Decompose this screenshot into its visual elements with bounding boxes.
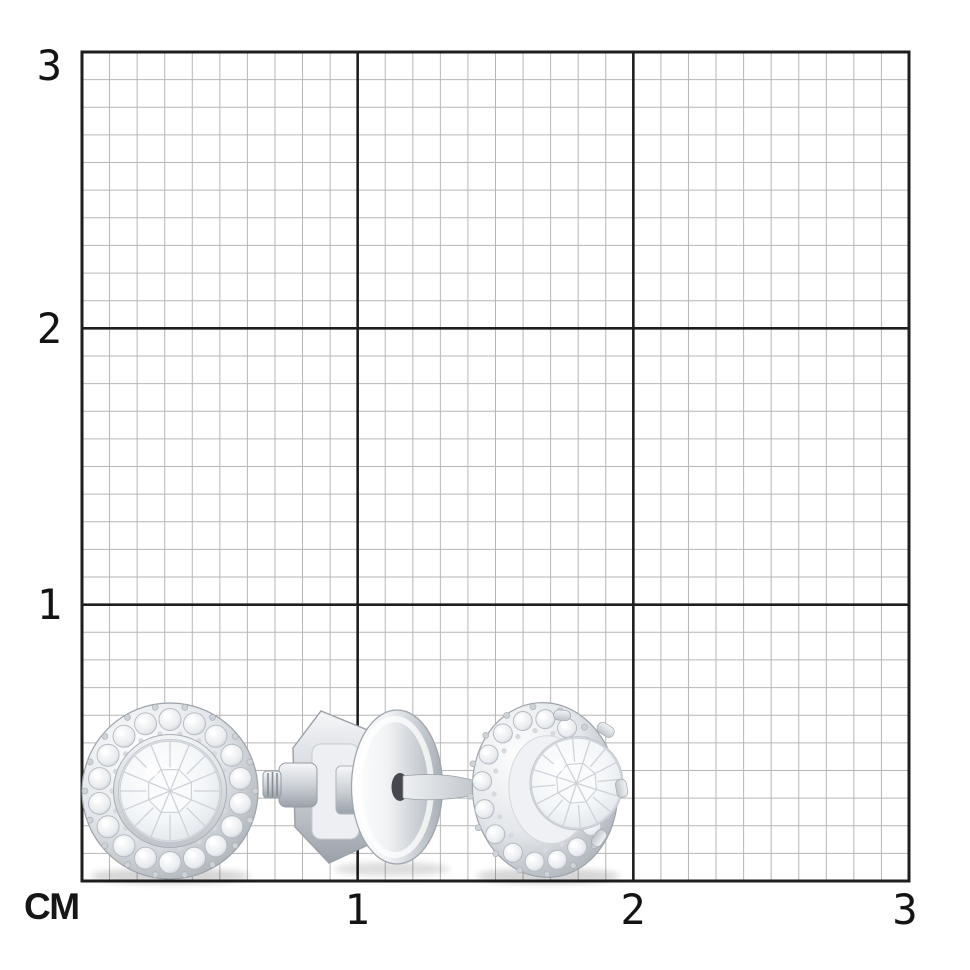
x-axis-tick-2: 2 xyxy=(620,885,646,934)
halo-stud-earring-front-image xyxy=(82,703,258,879)
x-axis-tick-3: 3 xyxy=(892,885,918,934)
halo-stud-earring-side-image xyxy=(460,696,635,884)
y-axis-tick-3: 3 xyxy=(36,41,62,90)
y-axis-tick-1: 1 xyxy=(36,580,62,629)
unit-label-cm: СМ xyxy=(24,886,80,927)
y-axis-tick-2: 2 xyxy=(36,304,62,353)
x-axis-tick-1: 1 xyxy=(344,885,370,934)
